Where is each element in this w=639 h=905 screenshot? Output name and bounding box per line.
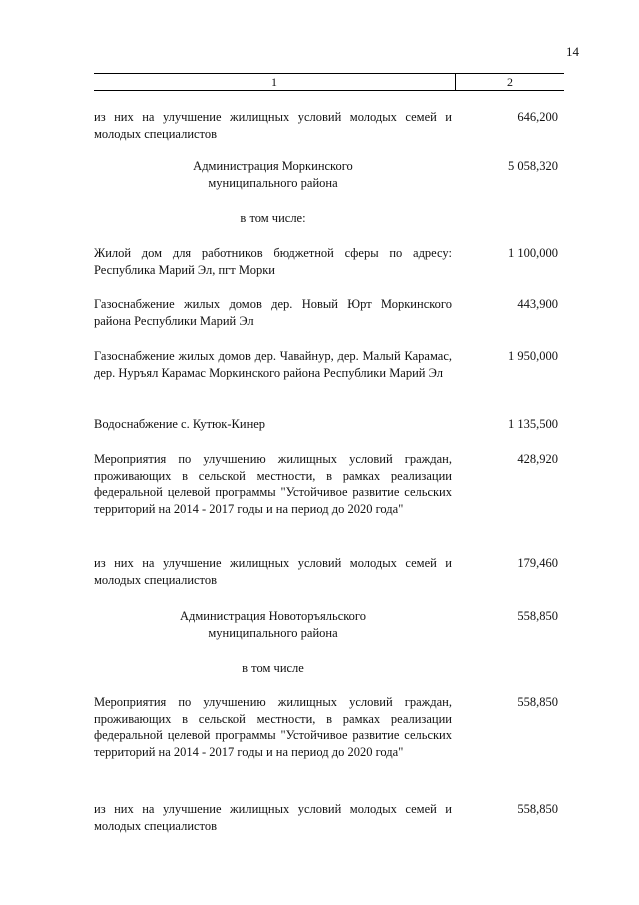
table-row xyxy=(94,416,564,433)
row-text: Жилой дом для работников бюджетной сферы по адресу: Республика Марий Эл, пгт Морки xyxy=(94,246,452,277)
row-text-heading: Администрация Новоторъяльского муниципального района xyxy=(179,609,366,640)
row-value: 428,920 xyxy=(517,452,558,466)
table-header xyxy=(94,73,564,91)
row-text: Мероприятия по улучшению жилищных условий граждан, проживающих в сельской местности, в рамках реализации федеральной целевой программы "Устойчивое развитие сельских территорий на 2014 - 2017 годы и на период до 2020 года" xyxy=(94,695,452,759)
header-col-2: 2 xyxy=(507,75,513,89)
table-row xyxy=(94,210,564,227)
row-value: 558,850 xyxy=(517,695,558,709)
row-text: из них на улучшение жилищных условий молодых семей и молодых специалистов xyxy=(94,802,452,833)
row-value: 5 058,320 xyxy=(508,159,558,173)
row-value: 443,900 xyxy=(517,297,558,311)
table-row xyxy=(94,158,564,191)
row-value: 558,850 xyxy=(517,802,558,816)
table-row xyxy=(94,555,564,588)
table-row xyxy=(94,451,564,517)
row-text: Газоснабжение жилых домов дер. Новый Юрт Моркинского района Республики Марий Эл xyxy=(94,297,452,328)
table-row xyxy=(94,109,564,142)
row-text: Газоснабжение жилых домов дер. Чавайнур, дер. Малый Карамас, дер. Нуръял Карамас Моркинского района Республики Марий Эл xyxy=(94,349,452,380)
row-value: 558,850 xyxy=(517,609,558,623)
table-row xyxy=(94,660,564,677)
row-value: 1 135,500 xyxy=(508,417,558,431)
row-value: 1 950,000 xyxy=(508,349,558,363)
row-value: 179,460 xyxy=(517,556,558,570)
row-text: Мероприятия по улучшению жилищных условий граждан, проживающих в сельской местности, в рамках реализации федеральной целевой программы "Устойчивое развитие сельских территорий на 2014 - 2017 годы и на период до 2020 года" xyxy=(94,452,452,516)
table-row xyxy=(94,694,564,760)
page-number: 14 xyxy=(566,44,579,59)
table-row xyxy=(94,245,564,278)
row-text: из них на улучшение жилищных условий молодых семей и молодых специалистов xyxy=(94,110,452,141)
row-value: 1 100,000 xyxy=(508,246,558,260)
table-row xyxy=(94,348,564,381)
row-text-subheading: в том числе xyxy=(242,661,304,675)
table-row xyxy=(94,608,564,641)
table-row xyxy=(94,801,564,834)
row-text: из них на улучшение жилищных условий молодых семей и молодых специалистов xyxy=(94,556,452,587)
row-value: 646,200 xyxy=(517,110,558,124)
row-text-heading: Администрация Моркинского муниципального района xyxy=(193,159,353,190)
row-text-subheading: в том числе: xyxy=(240,211,306,225)
table-row xyxy=(94,296,564,329)
row-text: Водоснабжение с. Кутюк-Кинер xyxy=(94,417,266,431)
header-col-1: 1 xyxy=(271,75,277,89)
